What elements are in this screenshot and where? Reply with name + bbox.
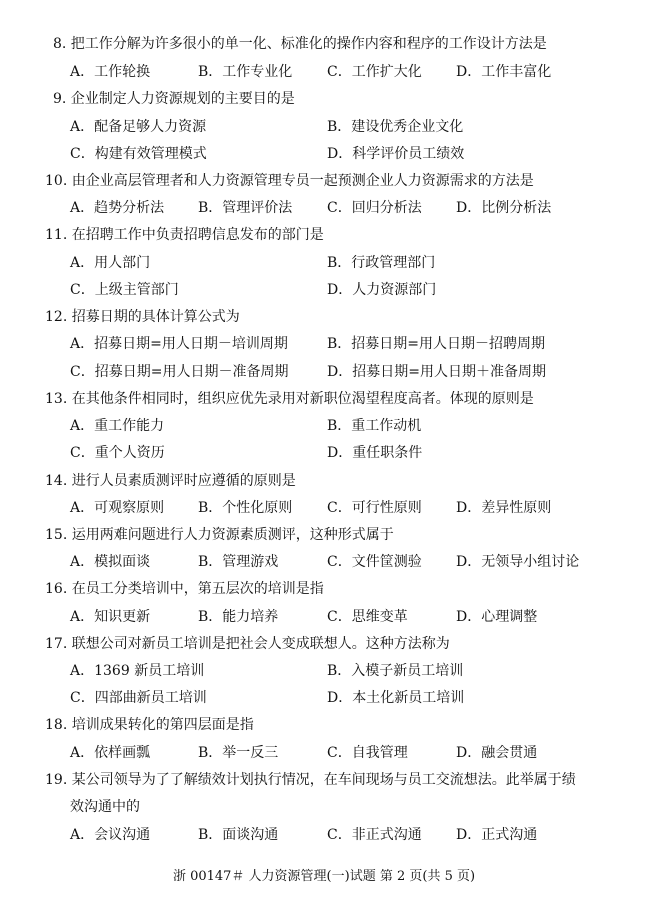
question-13-option-c: C．重个人资历 xyxy=(70,445,165,461)
question-9-option-c: C．构建有效管理模式 xyxy=(70,146,207,162)
question-19-option-d: D．正式沟通 xyxy=(456,827,538,843)
question-17-option-d: D．本土化新员工培训 xyxy=(327,690,465,706)
question-13-option-b: B．重工作动机 xyxy=(327,418,422,434)
page-footer: 浙 00147＃ 人力资源管理(一)试题 第 2 页(共 5 页) xyxy=(172,869,476,884)
question-8-option-d: D．工作丰富化 xyxy=(456,64,552,80)
question-17-option-c: C．四部曲新员工培训 xyxy=(70,690,207,706)
question-17-stem: 17. 联想公司对新员工培训是把社会人变成联想人。这种方法称为 xyxy=(45,636,450,652)
question-9-option-a: A．配备足够人力资源 xyxy=(70,119,207,135)
question-12-option-c: C．招募日期=用人日期－准备周期 xyxy=(70,364,289,380)
question-8-stem: 8. 把工作分解为许多很小的单一化、标准化的操作内容和程序的工作设计方法是 xyxy=(53,36,547,52)
question-13-stem: 13. 在其他条件相同时，组织应优先录用对新职位渴望程度高者。体现的原则是 xyxy=(45,391,534,407)
question-9-stem: 9. 企业制定人力资源规划的主要目的是 xyxy=(53,91,295,107)
question-11-option-d: D．人力资源部门 xyxy=(327,282,437,298)
question-14-option-d: D．差异性原则 xyxy=(456,500,552,516)
question-17-option-b: B．入模子新员工培训 xyxy=(327,663,464,679)
question-16-option-b: B．能力培养 xyxy=(198,609,279,625)
question-19-stem-continued: 效沟通中的 xyxy=(70,799,140,815)
question-16-option-a: A．知识更新 xyxy=(70,609,151,625)
question-11-option-a: A．用人部门 xyxy=(70,255,151,271)
question-15-option-c: C．文件筐测验 xyxy=(327,554,422,570)
question-11-option-c: C．上级主管部门 xyxy=(70,282,179,298)
question-16-stem: 16. 在员工分类培训中，第五层次的培训是指 xyxy=(45,581,324,597)
question-8-option-b: B．工作专业化 xyxy=(198,64,293,80)
question-9-option-b: B．建设优秀企业文化 xyxy=(327,119,464,135)
question-8-option-c: C．工作扩大化 xyxy=(327,64,422,80)
question-8-option-a: A．工作轮换 xyxy=(70,64,151,80)
question-10-stem: 10. 由企业高层管理者和人力资源管理专员一起预测企业人力资源需求的方法是 xyxy=(45,173,534,189)
question-18-option-a: A．依样画瓢 xyxy=(70,745,151,761)
question-19-option-b: B．面谈沟通 xyxy=(198,827,279,843)
question-15-option-b: B．管理游戏 xyxy=(198,554,279,570)
question-18-option-d: D．融会贯通 xyxy=(456,745,538,761)
question-12-option-d: D．招募日期=用人日期＋准备周期 xyxy=(327,364,546,380)
question-13-option-a: A．重工作能力 xyxy=(70,418,165,434)
question-12-option-a: A．招募日期=用人日期－培训周期 xyxy=(70,336,288,352)
question-14-option-b: B．个性化原则 xyxy=(198,500,293,516)
question-15-option-a: A．模拟面谈 xyxy=(70,554,151,570)
question-17-option-a: A．1369 新员工培训 xyxy=(70,663,205,679)
question-15-option-d: D．无领导小组讨论 xyxy=(456,554,580,570)
question-19-stem: 19. 某公司领导为了了解绩效计划执行情况，在车间现场与员工交流想法。此举属于绩 xyxy=(45,772,576,788)
question-18-stem: 18. 培训成果转化的第四层面是指 xyxy=(45,717,254,733)
question-13-option-d: D．重任职条件 xyxy=(327,445,423,461)
question-16-option-c: C．思维变革 xyxy=(327,609,408,625)
question-11-option-b: B．行政管理部门 xyxy=(327,255,436,271)
question-19-option-a: A．会议沟通 xyxy=(70,827,151,843)
question-19-option-c: C．非正式沟通 xyxy=(327,827,422,843)
question-10-option-a: A．趋势分析法 xyxy=(70,200,165,216)
question-18-option-c: C．自我管理 xyxy=(327,745,408,761)
question-11-stem: 11. 在招聘工作中负责招聘信息发布的部门是 xyxy=(45,227,324,243)
question-12-option-b: B．招募日期=用人日期－招聘周期 xyxy=(327,336,546,352)
question-15-stem: 15. 运用两难问题进行人力资源素质测评，这种形式属于 xyxy=(45,527,394,543)
question-10-option-b: B．管理评价法 xyxy=(198,200,293,216)
question-12-stem: 12. 招募日期的具体计算公式为 xyxy=(45,309,240,325)
question-14-option-c: C．可行性原则 xyxy=(327,500,422,516)
question-18-option-b: B．举一反三 xyxy=(198,745,279,761)
question-10-option-d: D．比例分析法 xyxy=(456,200,552,216)
question-9-option-d: D．科学评价员工绩效 xyxy=(327,146,465,162)
question-14-stem: 14. 进行人员素质测评时应遵循的原则是 xyxy=(45,473,296,489)
question-14-option-a: A．可观察原则 xyxy=(70,500,165,516)
question-10-option-c: C．回归分析法 xyxy=(327,200,422,216)
question-16-option-d: D．心理调整 xyxy=(456,609,538,625)
